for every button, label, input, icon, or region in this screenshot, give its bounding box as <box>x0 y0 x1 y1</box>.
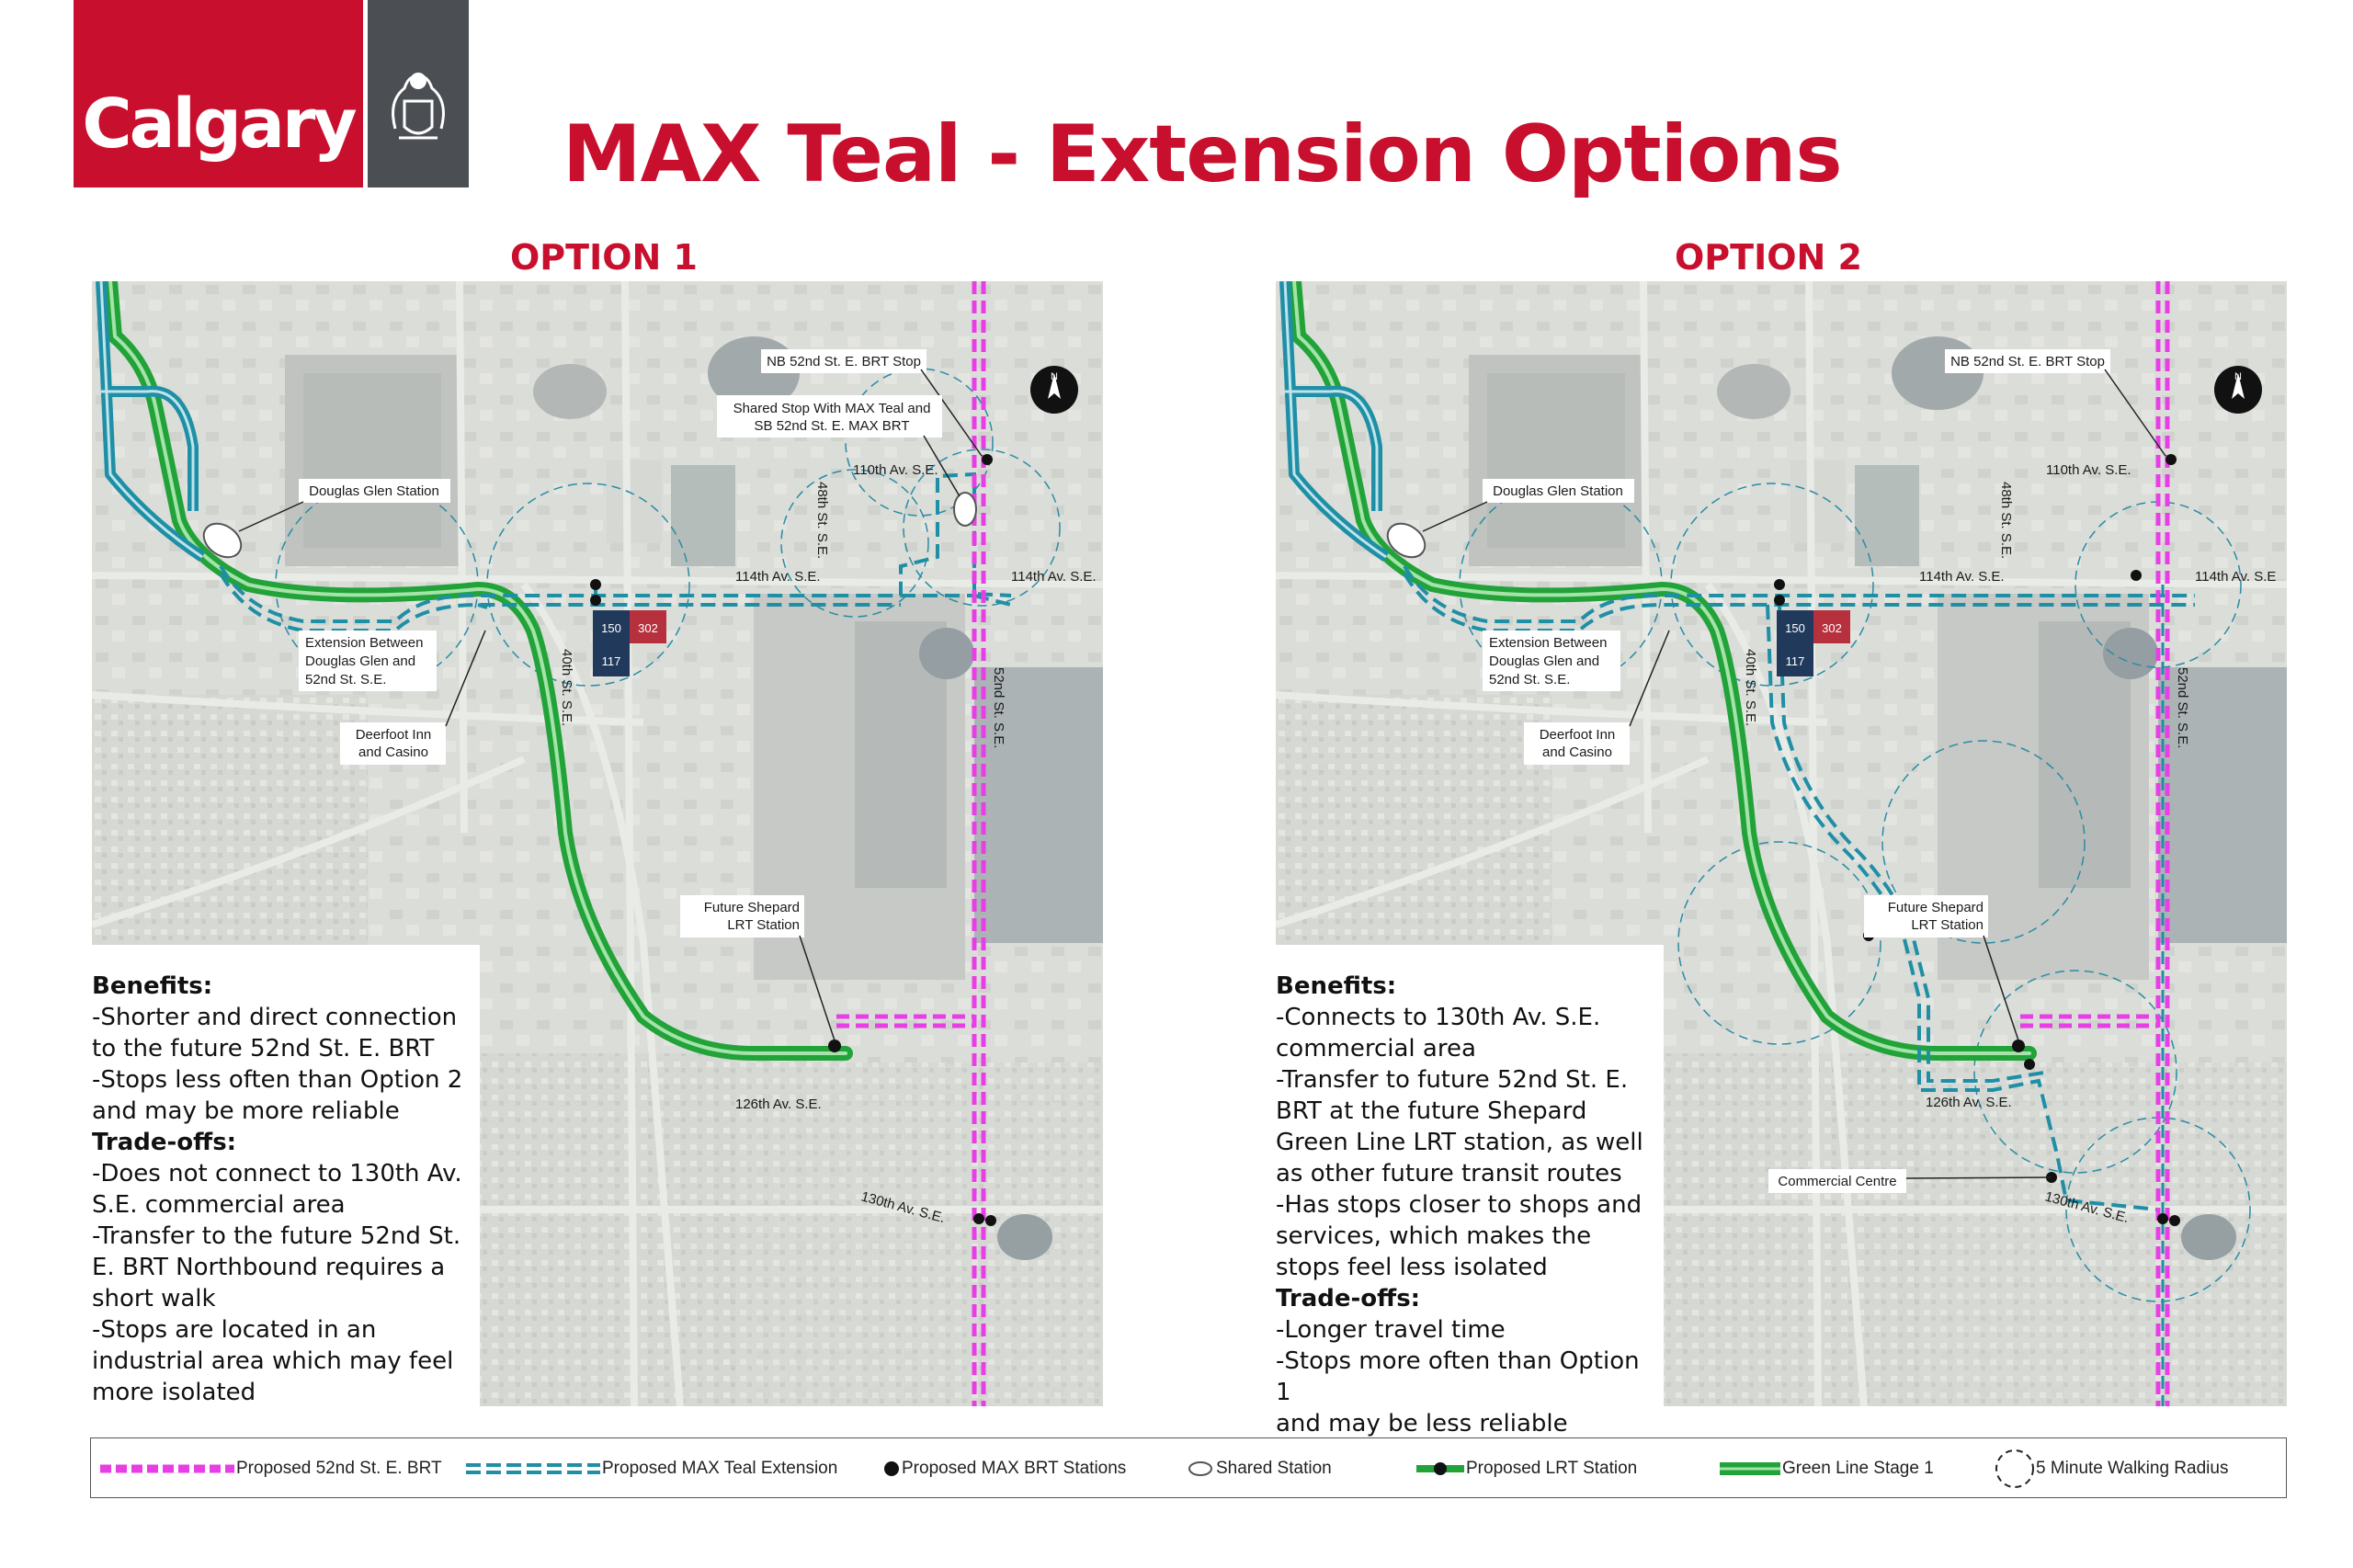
crest-panel <box>368 0 469 187</box>
douglas-glen-label: Douglas Glen Station <box>309 483 439 499</box>
legend-teal-label: Proposed MAX Teal Extension <box>602 1459 838 1478</box>
deerfoot-label-line1: Deerfoot Inn <box>1539 727 1616 743</box>
extension-label-line1: Extension Between <box>1489 635 1608 651</box>
station-dot-icon <box>881 1460 902 1478</box>
page-title: MAX Teal - Extension Options <box>563 108 1842 200</box>
nb-brt-stop-label: NB 52nd St. E. BRT Stop <box>1950 354 2105 369</box>
legend-green <box>1718 1438 1934 1499</box>
street-114th-av-east: 114th Av. S.E <box>2195 569 2277 585</box>
route-302-badge: 302 <box>638 621 658 635</box>
legend-walk <box>1994 1438 2228 1499</box>
extension-label-line2: Douglas Glen and <box>1489 653 1600 669</box>
legend-green-label: Green Line Stage 1 <box>1782 1459 1934 1478</box>
extension-label-line3: 52nd St. S.E. <box>1489 672 1571 687</box>
nb-brt-stop-label: NB 52nd St. E. BRT Stop <box>767 354 921 369</box>
shepard-label-line2: LRT Station <box>727 917 800 933</box>
shared-station-icon <box>1187 1460 1216 1478</box>
option1-tradeoff-line: S.E. commercial area <box>92 1191 346 1219</box>
option2-benefit-line: Green Line LRT station, as well <box>1276 1129 1643 1156</box>
svg-text:N: N <box>1051 371 1058 382</box>
shared-stop-label-line2: SB 52nd St. E. MAX BRT <box>754 418 910 434</box>
legend-teal <box>464 1438 837 1499</box>
deerfoot-label-line2: and Casino <box>358 744 428 760</box>
street-126th-av: 126th Av. S.E. <box>735 1096 822 1112</box>
street-114th-av-east: 114th Av. S.E. <box>1011 569 1097 585</box>
deerfoot-label-line2: and Casino <box>1542 744 1612 760</box>
legend-shared <box>1187 1438 1332 1499</box>
option2-tradeoffs-heading: Trade-offs: <box>1276 1285 1421 1312</box>
option1-heading: OPTION 1 <box>510 237 698 278</box>
option1-tradeoff-line: -Transfer to the future 52nd St. <box>92 1222 461 1250</box>
legend-lrt-label: Proposed LRT Station <box>1466 1459 1638 1478</box>
option2-benefit-line: -Transfer to future 52nd St. E. <box>1276 1066 1629 1094</box>
option1-benefit-line: -Stops less often than Option 2 <box>92 1066 463 1094</box>
legend-lrt <box>1415 1438 1637 1499</box>
option2-tradeoff-line: -Stops more often than Option 1 <box>1276 1347 1640 1406</box>
option1-benefits-heading: Benefits: <box>92 972 213 1000</box>
option2-tradeoff-line: and may be less reliable <box>1276 1410 1568 1437</box>
route-150-badge: 150 <box>601 621 621 635</box>
street-48th-st: 48th St. S.E. <box>814 482 830 560</box>
lrt-station-icon <box>1415 1460 1466 1478</box>
commercial-centre-label: Commercial Centre <box>1778 1174 1897 1189</box>
street-52nd-st: 52nd St. S.E. <box>991 667 1006 749</box>
option1-benefit-line: -Shorter and direct connection <box>92 1004 458 1031</box>
map-legend <box>90 1437 2287 1498</box>
street-40th-st: 40th St. S.E. <box>559 649 574 727</box>
option2-text <box>1276 971 1662 1439</box>
douglas-glen-label: Douglas Glen Station <box>1493 483 1623 499</box>
option1-tradeoff-line: E. BRT Northbound requires a <box>92 1254 446 1281</box>
shared-stop-label-line1: Shared Stop With MAX Teal and <box>733 401 931 416</box>
option2-benefit-line: stops feel less isolated <box>1276 1254 1548 1281</box>
svg-text:N: N <box>2234 371 2242 382</box>
north-arrow-icon <box>1030 366 1078 414</box>
legend-brt <box>98 1438 442 1499</box>
extension-label-line2: Douglas Glen and <box>305 653 416 669</box>
extension-label-line3: 52nd St. S.E. <box>305 672 387 687</box>
street-110th-av: 110th Av. S.E. <box>853 462 938 478</box>
street-130th-av: 130th Av. S.E. <box>2042 1188 2131 1227</box>
option1-tradeoff-line: -Does not connect to 130th Av. <box>92 1160 462 1187</box>
legend-brt-swatch <box>98 1460 236 1478</box>
green-line-swatch <box>1718 1460 1782 1478</box>
option2-benefit-line: as other future transit routes <box>1276 1160 1622 1187</box>
option1-tradeoff-line: more isolated <box>92 1379 256 1406</box>
north-arrow-icon <box>2214 366 2262 414</box>
logo-wordmark: Calgary <box>82 85 355 164</box>
option1-tradeoffs-heading: Trade-offs: <box>92 1129 237 1156</box>
option2-benefit-line: -Has stops closer to shops and <box>1276 1191 1643 1219</box>
option1-tradeoff-line: -Stops are located in an <box>92 1316 377 1344</box>
walking-radius-icon <box>1994 1448 2036 1490</box>
street-48th-st: 48th St. S.E. <box>1998 482 2014 560</box>
option1-text <box>92 971 478 1408</box>
route-150-badge: 150 <box>1785 621 1805 635</box>
street-114th-av-west: 114th Av. S.E. <box>1919 569 2005 585</box>
option1-tradeoff-line: short walk <box>92 1285 216 1312</box>
option1-tradeoff-line: industrial area which may feel <box>92 1347 454 1375</box>
route-302-badge: 302 <box>1822 621 1842 635</box>
option2-benefit-line: BRT at the future Shepard <box>1276 1097 1587 1125</box>
route-117-badge: 117 <box>601 654 621 668</box>
street-130th-av: 130th Av. S.E. <box>858 1188 947 1227</box>
shepard-label-line1: Future Shepard <box>703 900 800 915</box>
street-114th-av-west: 114th Av. S.E. <box>735 569 821 585</box>
route-117-badge: 117 <box>1785 654 1805 668</box>
option1-benefit-line: and may be more reliable <box>92 1097 400 1125</box>
legend-walk-label: 5 Minute Walking Radius <box>2036 1459 2229 1478</box>
legend-max-stations-label: Proposed MAX BRT Stations <box>902 1459 1127 1478</box>
legend-shared-label: Shared Station <box>1216 1459 1332 1478</box>
deerfoot-label-line1: Deerfoot Inn <box>355 727 432 743</box>
option2-benefit-line: services, which makes the <box>1276 1222 1592 1250</box>
street-40th-st: 40th St. S.E. <box>1743 649 1758 727</box>
option2-benefit-line: -Connects to 130th Av. S.E. <box>1276 1004 1601 1031</box>
shepard-label-line2: LRT Station <box>1911 917 1984 933</box>
street-110th-av: 110th Av. S.E. <box>2046 462 2131 478</box>
street-52nd-st: 52nd St. S.E. <box>2175 667 2190 749</box>
option2-tradeoff-line: -Longer travel time <box>1276 1316 1506 1344</box>
option1-benefit-line: to the future 52nd St. E. BRT <box>92 1035 435 1062</box>
option2-heading: OPTION 2 <box>1675 237 1862 278</box>
legend-brt-label: Proposed 52nd St. E. BRT <box>236 1459 442 1478</box>
legend-teal-swatch <box>464 1460 602 1478</box>
shepard-label-line1: Future Shepard <box>1887 900 1984 915</box>
coat-of-arms-icon <box>368 0 469 187</box>
option2-benefit-line: commercial area <box>1276 1035 1476 1062</box>
calgary-logo <box>74 0 363 187</box>
option2-benefits-heading: Benefits: <box>1276 972 1397 1000</box>
legend-max-stations <box>881 1438 1126 1499</box>
extension-label-line1: Extension Between <box>305 635 424 651</box>
street-126th-av: 126th Av. S.E. <box>1926 1095 2012 1110</box>
